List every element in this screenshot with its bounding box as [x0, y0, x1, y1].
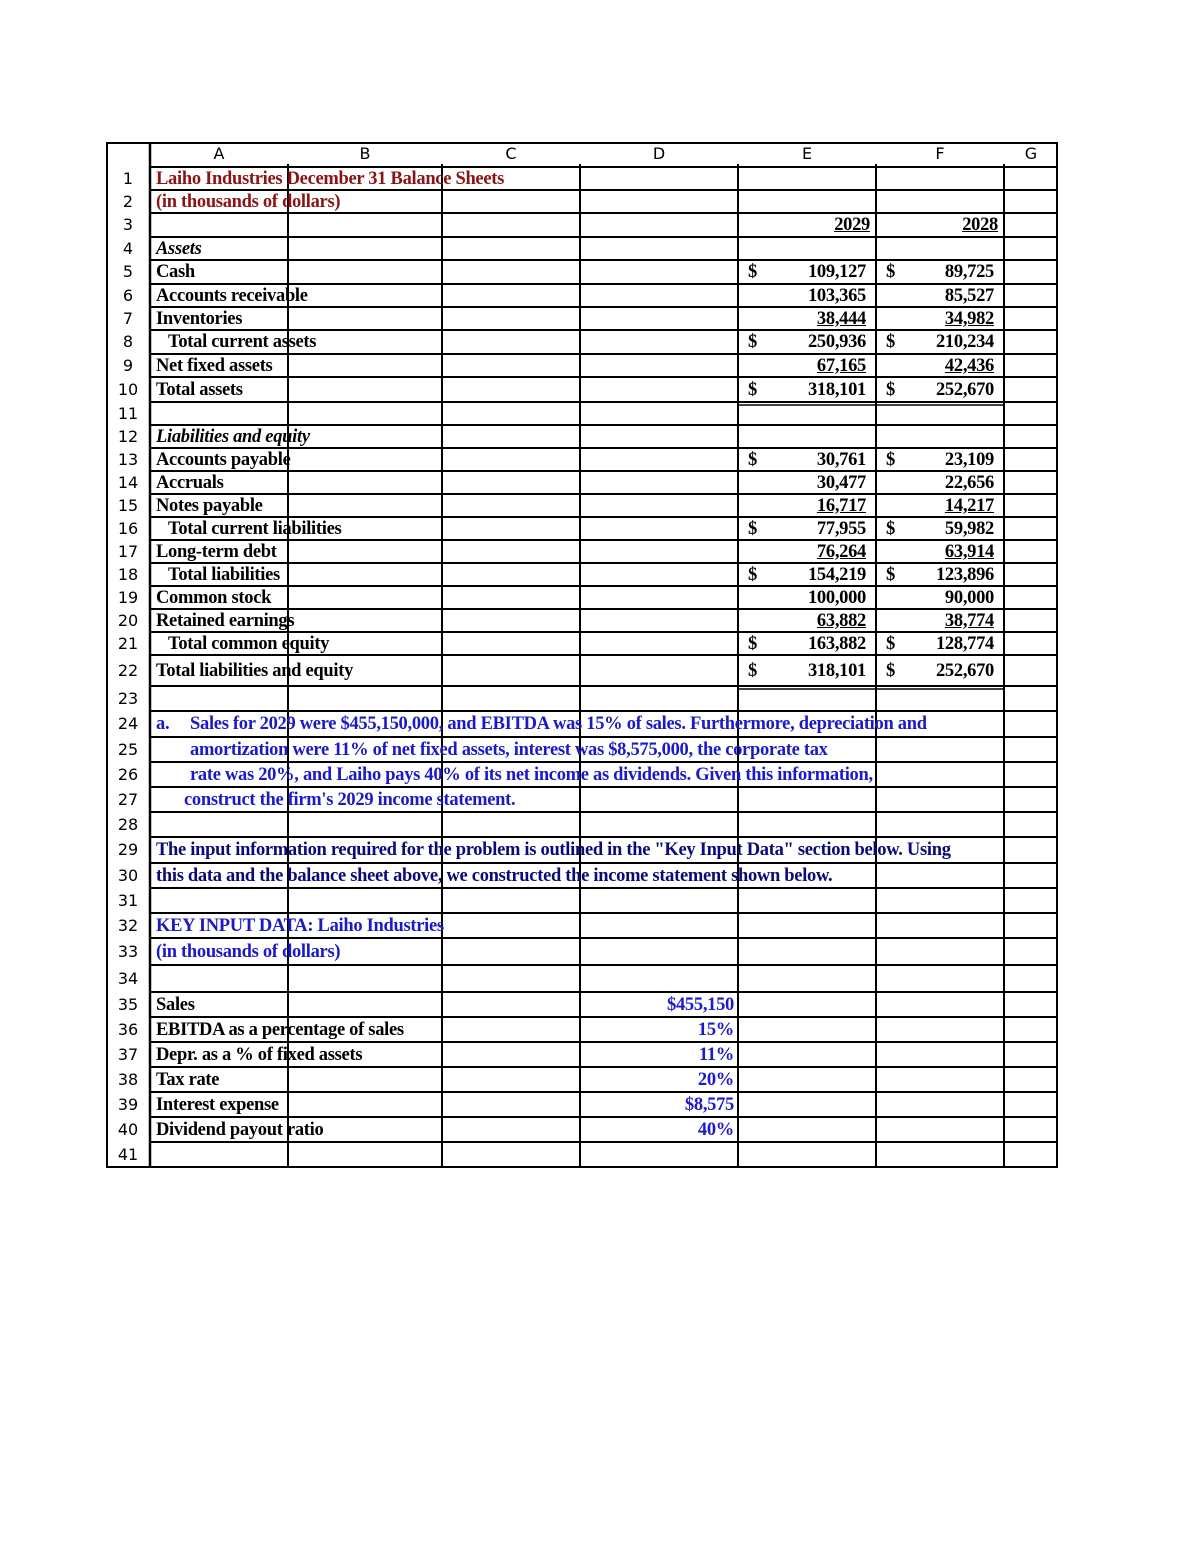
currency-symbol: $ [886, 332, 895, 352]
line-item-label: Common stock [156, 587, 272, 608]
currency-symbol: $ [748, 518, 757, 539]
currency-symbol: $ [886, 660, 895, 681]
input-value: 11% [698, 1044, 734, 1065]
column-header-c[interactable]: C [505, 144, 517, 163]
year-header-2029: 2029 [834, 215, 870, 235]
line-item-label: Notes payable [156, 495, 263, 516]
currency-symbol: $ [886, 564, 895, 585]
value-2029: 30,761 [816, 449, 866, 470]
row-number[interactable]: 14 [117, 472, 139, 492]
row-number[interactable]: 16 [117, 518, 139, 538]
value-2029: 16,717 [816, 495, 866, 516]
line-item-label: Net fixed assets [156, 355, 273, 376]
value-2028: 123,896 [935, 564, 994, 585]
value-2028: 63,914 [944, 541, 994, 562]
row-number[interactable]: 31 [117, 890, 139, 910]
row-number[interactable]: 8 [122, 332, 134, 351]
line-item-label: Accounts payable [156, 449, 291, 470]
balance-sheet-title: Laiho Industries December 31 Balance Sheets [156, 168, 505, 189]
currency-symbol: $ [886, 262, 895, 282]
input-value: 20% [697, 1069, 734, 1090]
line-item-label: Accounts receivable [156, 285, 308, 306]
value-2029: 76,264 [816, 541, 866, 562]
currency-symbol: $ [748, 564, 757, 585]
value-2029: 77,955 [816, 518, 866, 539]
row-number[interactable]: 23 [117, 688, 139, 708]
column-header-a[interactable]: A [213, 144, 225, 163]
value-2029: 163,882 [807, 633, 866, 654]
value-2028: 38,774 [944, 610, 994, 631]
note-text: The input information required for the problem is outlined in the "Key Input Data" section below. Using [156, 840, 951, 860]
value-2028: 23,109 [944, 449, 994, 470]
value-2029: 67,165 [816, 355, 866, 376]
row-number[interactable]: 29 [117, 840, 139, 859]
row-number[interactable]: 37 [117, 1044, 139, 1064]
line-item-label: Total common equity [168, 633, 330, 654]
value-2028: 59,982 [944, 518, 994, 539]
input-value: $8,575 [684, 1094, 734, 1115]
row-number[interactable]: 20 [117, 610, 139, 630]
row-number[interactable]: 30 [117, 865, 139, 885]
column-header-f[interactable]: F [935, 144, 945, 163]
value-2029: 250,936 [807, 332, 866, 352]
liabilities-heading: Liabilities and equity [156, 426, 310, 447]
note-text: this data and the balance sheet above, we constructed the income statement shown below. [156, 865, 833, 886]
value-2029: 100,000 [807, 587, 866, 608]
problem-marker: a. [156, 714, 170, 734]
value-2029: 318,101 [807, 660, 866, 681]
value-2028: 252,670 [935, 660, 994, 681]
column-header-e[interactable]: E [801, 144, 813, 163]
balance-sheet-subtitle: (in thousands of dollars) [156, 191, 341, 212]
line-item-label: Total liabilities and equity [156, 660, 354, 681]
line-item-label: Long-term debt [156, 541, 277, 562]
value-2028: 42,436 [944, 355, 994, 376]
input-label: Dividend payout ratio [156, 1119, 324, 1140]
currency-symbol: $ [748, 449, 757, 470]
input-value: 40% [697, 1119, 734, 1140]
input-value: 15% [697, 1019, 734, 1040]
currency-symbol: $ [886, 518, 895, 539]
currency-symbol: $ [886, 449, 895, 470]
input-label: Tax rate [156, 1069, 220, 1090]
row-number[interactable]: 6 [122, 285, 134, 305]
currency-symbol: $ [886, 633, 895, 654]
row-number[interactable]: 18 [117, 564, 139, 584]
value-2028: 252,670 [935, 379, 994, 400]
value-2029: 318,101 [807, 379, 866, 400]
currency-symbol: $ [748, 262, 757, 282]
column-header-b[interactable]: B [359, 144, 371, 163]
row-number[interactable]: 12 [117, 426, 139, 446]
column-header-g[interactable]: G [1024, 144, 1038, 163]
row-number[interactable]: 13 [117, 449, 139, 469]
value-2029: 103,365 [807, 285, 866, 306]
currency-symbol: $ [748, 660, 757, 681]
row-number[interactable]: 1 [122, 168, 134, 188]
key-input-title: KEY INPUT DATA: Laiho Industries [156, 915, 444, 936]
value-2028: 22,656 [944, 472, 994, 493]
input-label: Depr. as a % of fixed assets [156, 1044, 363, 1065]
value-2029: 30,477 [816, 472, 866, 493]
row-number[interactable]: 15 [117, 495, 139, 515]
row-number[interactable]: 39 [117, 1094, 139, 1114]
line-item-label: Total assets [156, 379, 243, 400]
row-number[interactable]: 5 [122, 262, 134, 281]
row-number[interactable]: 10 [117, 379, 139, 399]
row-number[interactable]: 25 [117, 739, 139, 759]
row-number[interactable]: 7 [122, 308, 134, 328]
currency-symbol: $ [748, 332, 757, 352]
row-number[interactable]: 27 [117, 789, 139, 809]
row-number[interactable]: 9 [122, 355, 134, 375]
row-number[interactable]: 3 [122, 215, 134, 234]
line-item-label: Cash [156, 262, 195, 282]
key-input-subtitle: (in thousands of dollars) [156, 941, 341, 962]
line-item-label: Inventories [156, 308, 243, 329]
row-number[interactable]: 17 [117, 541, 139, 561]
row-number[interactable]: 24 [117, 714, 139, 733]
input-label: EBITDA as a percentage of sales [156, 1019, 404, 1040]
value-2028: 34,982 [944, 308, 994, 329]
column-header-d[interactable]: D [652, 144, 666, 163]
row-number[interactable]: 11 [117, 403, 139, 423]
assets-heading: Assets [156, 238, 202, 259]
line-item-label: Total current liabilities [168, 518, 342, 539]
value-2029: 38,444 [816, 308, 866, 329]
input-value: $455,150 [667, 994, 734, 1015]
spreadsheet [106, 142, 1058, 1168]
line-item-label: Total current assets [168, 332, 317, 352]
line-item-label: Total liabilities [168, 564, 280, 585]
row-number[interactable]: 28 [117, 814, 139, 834]
currency-symbol: $ [748, 379, 757, 400]
problem-text: construct the firm's 2029 income statement. [184, 789, 516, 810]
value-2028: 89,725 [944, 262, 994, 282]
row-number[interactable]: 4 [122, 238, 134, 258]
value-2028: 210,234 [935, 332, 994, 352]
row-number[interactable]: 32 [117, 915, 139, 935]
currency-symbol: $ [886, 379, 895, 400]
row-number[interactable]: 34 [117, 968, 139, 988]
value-2028: 85,527 [944, 285, 994, 306]
value-2029: 63,882 [816, 610, 866, 631]
value-2029: 154,219 [807, 564, 866, 585]
row-number[interactable]: 22 [117, 660, 139, 680]
line-item-label: Accruals [156, 472, 224, 493]
line-item-label: Retained earnings [156, 610, 295, 631]
row-number[interactable]: 41 [117, 1145, 139, 1164]
row-number[interactable]: 38 [117, 1069, 139, 1089]
input-label: Interest expense [156, 1094, 279, 1115]
currency-symbol: $ [748, 633, 757, 654]
problem-text: amortization were 11% of net fixed assets, interest was $8,575,000, the corporate tax [190, 739, 828, 760]
value-2028: 14,217 [944, 495, 994, 516]
problem-text: Sales for 2029 were $455,150,000, and EBITDA was 15% of sales. Furthermore, depreciation and [190, 714, 927, 734]
year-header-2028: 2028 [962, 215, 998, 235]
row-number[interactable]: 35 [117, 994, 139, 1014]
value-2029: 109,127 [807, 262, 866, 282]
row-number[interactable]: 21 [117, 633, 139, 653]
row-number[interactable]: 26 [117, 764, 139, 784]
row-number[interactable]: 19 [117, 587, 139, 607]
value-2028: 90,000 [944, 587, 994, 608]
row-number[interactable]: 2 [122, 191, 134, 211]
value-2028: 128,774 [935, 633, 994, 654]
row-number[interactable]: 33 [117, 941, 139, 961]
row-number[interactable]: 40 [117, 1119, 139, 1139]
problem-text: rate was 20%, and Laiho pays 40% of its net income as dividends. Given this information, [190, 764, 873, 785]
input-label: Sales [156, 994, 195, 1015]
row-number[interactable]: 36 [117, 1019, 139, 1039]
